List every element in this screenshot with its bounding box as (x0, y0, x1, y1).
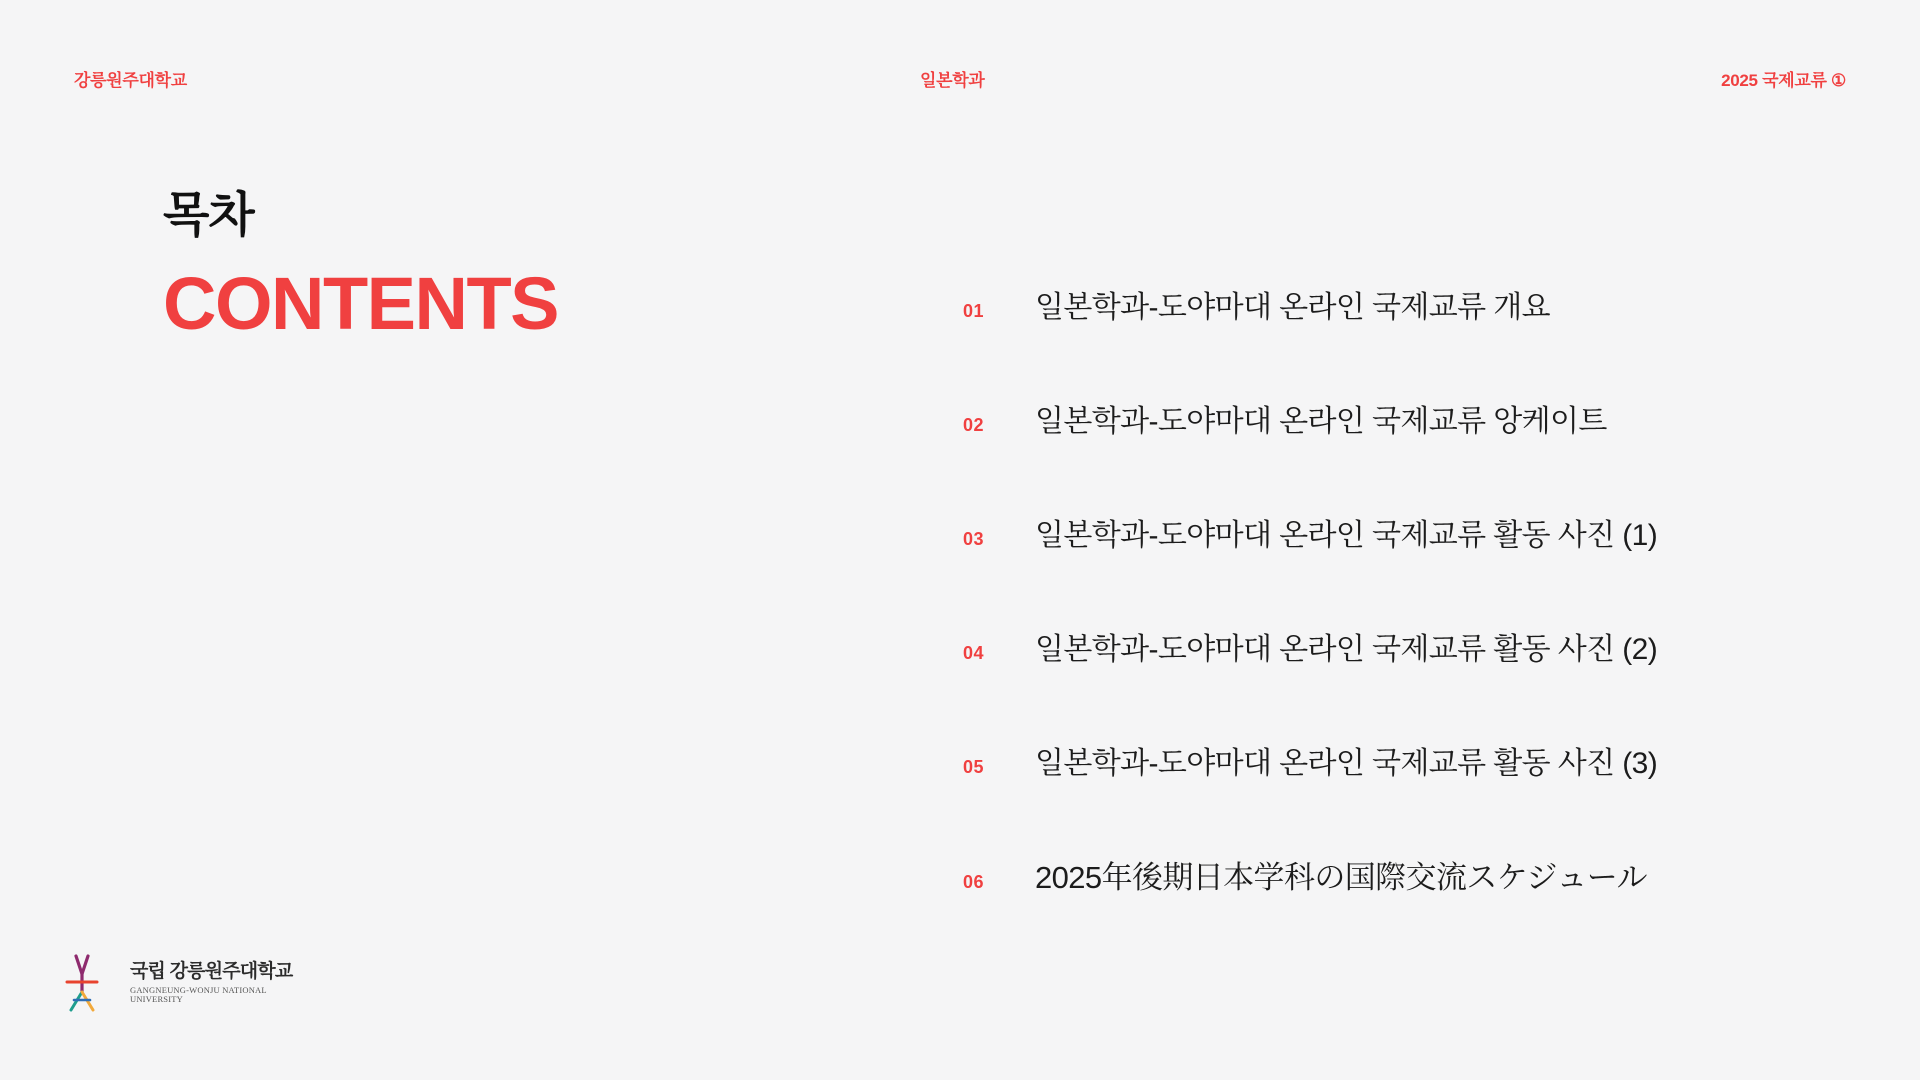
header-page-label: 2025 국제교류 (1721, 71, 1827, 90)
list-item[interactable] (963, 738, 1823, 852)
page-title-english: CONTENTS (163, 261, 558, 345)
list-item[interactable] (963, 396, 1823, 510)
list-item[interactable] (963, 282, 1823, 396)
list-item-number: 05 (963, 757, 985, 777)
list-item-label: 일본학과-도야마대 온라인 국제교류 활동 사진 (1) (1035, 519, 1658, 552)
list-item-number: 01 (963, 301, 985, 321)
circled-number-icon: ① (1831, 71, 1846, 90)
footer-logo (62, 952, 302, 1014)
list-item[interactable] (963, 624, 1823, 738)
page-title-block (163, 190, 558, 346)
list-item-number: 03 (963, 529, 985, 549)
list-item-number: 04 (963, 643, 985, 663)
list-item-label: 2025年後期日本学科の国際交流スケジュール (1035, 860, 1647, 895)
slide-header (0, 66, 1920, 92)
logo-name-korean: 국립 강릉원주대학교 (130, 961, 293, 982)
university-logo-icon (62, 952, 122, 1014)
header-department-name: 일본학과 (920, 71, 985, 90)
list-item-label: 일본학과-도야마대 온라인 국제교류 활동 사진 (2) (1035, 633, 1658, 666)
logo-wordmark (130, 962, 302, 1005)
list-item-label: 일본학과-도야마대 온라인 국제교류 활동 사진 (3) (1035, 747, 1658, 780)
header-university-name: 강릉원주대학교 (74, 71, 187, 90)
header-page-marker (1721, 66, 1846, 91)
list-item-label: 일본학과-도야마대 온라인 국제교류 앙케이트 (1035, 405, 1607, 438)
list-item[interactable] (963, 510, 1823, 624)
logo-name-english: GANGNEUNG-WONJU NATIONAL UNIVERSITY (130, 984, 267, 1005)
list-item-label: 일본학과-도야마대 온라인 국제교류 개요 (1035, 291, 1551, 324)
contents-list (963, 282, 1823, 966)
list-item-number: 02 (963, 415, 985, 435)
page-title-korean: 목차 (163, 189, 254, 242)
list-item-number: 06 (963, 872, 985, 892)
list-item[interactable] (963, 852, 1823, 966)
